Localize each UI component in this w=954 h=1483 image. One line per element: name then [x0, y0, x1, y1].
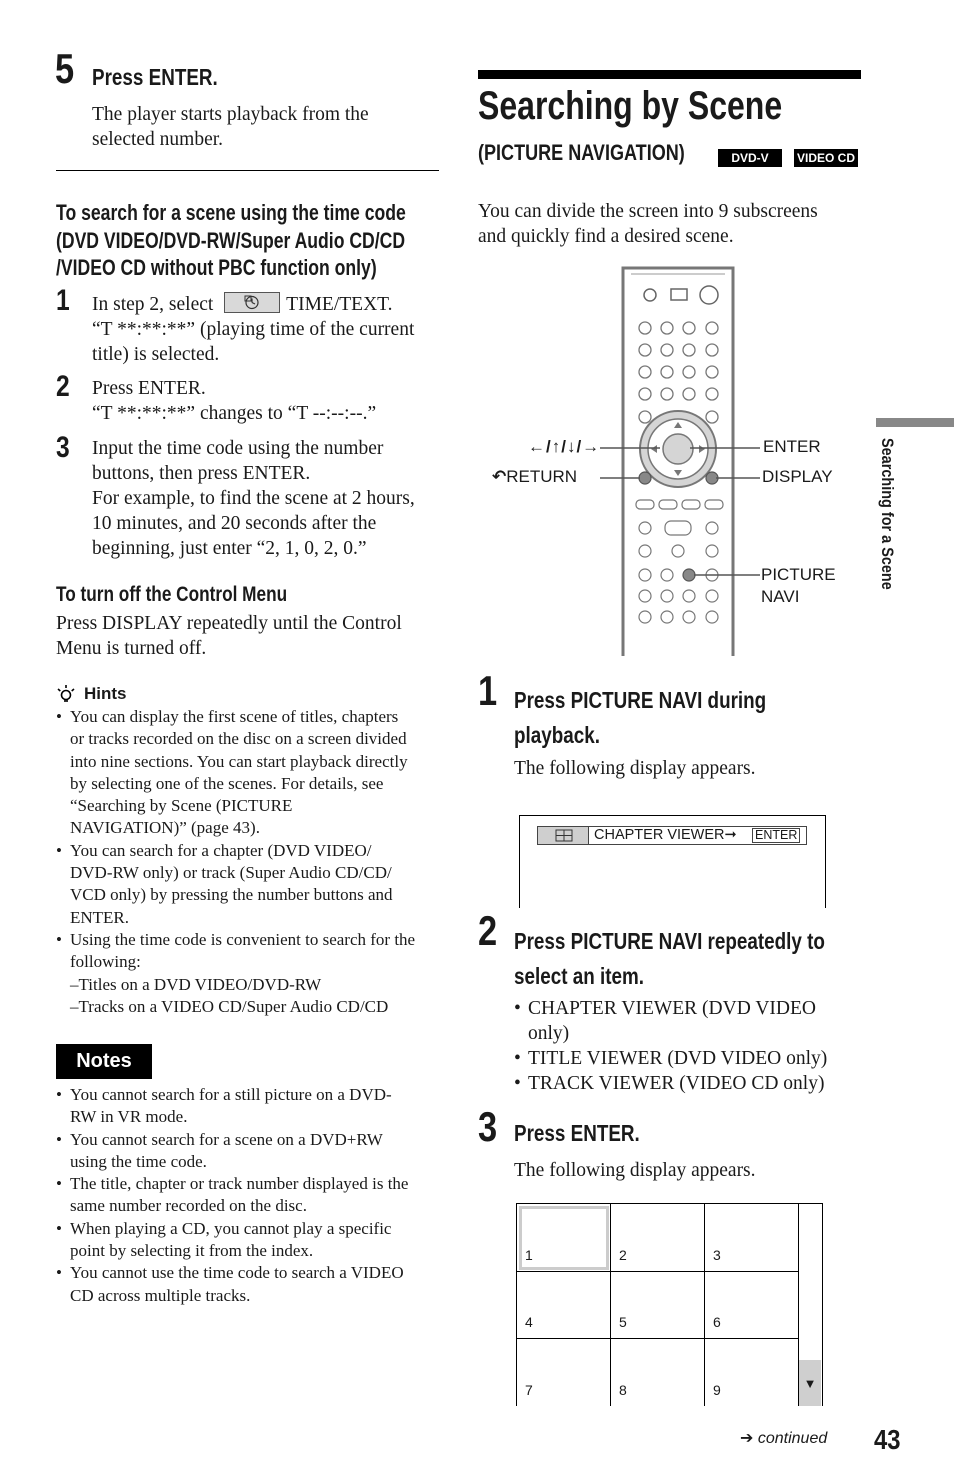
control-menu-heading: To turn off the Control Menu: [56, 583, 288, 606]
list-item: • You cannot search for a still picture on a DVD- RW in VR mode.: [56, 1084, 441, 1129]
step-number: 2: [478, 907, 498, 954]
tc-step-3: Input the time code using the number buttons, then press ENTER. For example, to find the scene at 2 hours, 10 minutes, and 20 seconds after the beginning, just enter “2, 1, 0, 2, 0.”: [92, 438, 415, 559]
tc-step-2: Press ENTER. “T **:**:**” changes to “T --:--:--.”: [92, 378, 377, 424]
callout-lines: [590, 440, 770, 580]
step-body: The following display appears.: [514, 758, 756, 779]
step-title: Press PICTURE NAVI repeatedly to select an item.: [514, 928, 825, 989]
dvd-v-badge: DVD-V: [718, 149, 782, 167]
scene-thumbnail[interactable]: 6: [705, 1272, 799, 1339]
list-item: • When playing a CD, you cannot play a specific point by selecting it from the index.: [56, 1218, 441, 1263]
step-number: 2: [56, 370, 70, 403]
scene-thumbnail[interactable]: 1: [517, 1204, 611, 1272]
scene-thumbnail[interactable]: 7: [517, 1339, 611, 1406]
intro-text: You can divide the screen into 9 subscreens and quickly find a desired scene.: [478, 201, 818, 247]
time-text-icon: [224, 292, 280, 313]
step-number: 1: [478, 667, 498, 714]
scene-thumbnail[interactable]: 5: [611, 1272, 705, 1339]
tc-step-1: In step 2, select TIME/TEXT. “T **:**:**” (playing time of the current title) is selected.: [92, 294, 415, 365]
arrow-right-icon: ➞: [724, 827, 737, 843]
control-menu-body: Press DISPLAY repeatedly until the Control Menu is turned off.: [56, 613, 402, 659]
list-item: • TITLE VIEWER (DVD VIDEO only): [514, 1046, 827, 1071]
list-item: • Using the time code is convenient to search for the following: –Titles on a DVD VIDEO/DVD-RW –Tracks on a VIDEO CD/Super Audio CD/CD: [56, 929, 441, 1018]
notes-label: Notes: [56, 1044, 152, 1079]
arrows-label: ←/↑/↓/→: [528, 437, 601, 456]
step-number: 1: [56, 284, 70, 317]
picture-navi-icon: [538, 827, 589, 844]
list-item: • You can search for a chapter (DVD VIDEO/ DVD-RW only) or track (Super Audio CD/CD/ VCD only) by pressing the number buttons and ENTER.: [56, 840, 441, 929]
scroll-down-icon[interactable]: ▼: [803, 1376, 817, 1391]
timecode-heading: To search for a scene using the time code (DVD VIDEO/DVD-RW/Super Audio CD/CD /VIDEO CD without PBC function only): [56, 200, 406, 280]
return-icon: ↶: [492, 467, 507, 486]
return-label: ↶RETURN: [492, 467, 578, 486]
scene-thumbnail[interactable]: 2: [611, 1204, 705, 1272]
continued-label: ➔ continued: [740, 1430, 828, 1447]
scene-thumbnail[interactable]: 9: [705, 1339, 799, 1406]
scene-thumbnail[interactable]: 3: [705, 1204, 799, 1272]
enter-label: ENTER: [763, 437, 821, 456]
list-item: • CHAPTER VIEWER (DVD VIDEO only): [514, 996, 827, 1046]
list-item: • You cannot use the time code to search a VIDEO CD across multiple tracks.: [56, 1262, 441, 1307]
arrow-right-icon: ➔: [740, 1430, 754, 1447]
page-subtitle: (PICTURE NAVIGATION): [478, 140, 685, 165]
hints-list: [56, 706, 441, 1018]
step-number: 5: [55, 45, 75, 92]
scene-thumbnail[interactable]: 4: [517, 1272, 611, 1339]
page-number: 43: [874, 1424, 901, 1455]
control-bar: CHAPTER VIEWER➞ ENTER: [537, 826, 807, 845]
step-number: 3: [478, 1103, 498, 1150]
list-item: • The title, chapter or track number displayed is the same number recorded on the disc.: [56, 1173, 441, 1218]
hints-label: Hints: [84, 684, 127, 703]
scrollbar[interactable]: [799, 1360, 821, 1406]
section-tab-label: Searching for a Scene: [878, 438, 897, 590]
enter-key-icon: ENTER: [752, 828, 800, 843]
scene-grid-display: [516, 1203, 823, 1406]
display-label: DISPLAY: [762, 467, 833, 486]
list-item: • TRACK VIEWER (VIDEO CD only): [514, 1071, 827, 1096]
step-title: Press ENTER.: [92, 64, 218, 90]
section-tab-bar: [876, 418, 954, 427]
page-title: Searching by Scene: [478, 84, 783, 128]
scene-thumbnail[interactable]: 8: [611, 1339, 705, 1406]
step-body: The following display appears.: [514, 1160, 756, 1181]
step-body: The player starts playback from the selected number.: [92, 104, 369, 150]
viewer-options-list: [514, 996, 827, 1096]
title-rule: [478, 70, 861, 79]
notes-list: [56, 1084, 441, 1307]
chapter-viewer-display: [519, 815, 826, 908]
picture-navi-label: PICTURE NAVI: [761, 565, 836, 606]
step-title: Press ENTER.: [514, 1120, 640, 1146]
step-title: Press PICTURE NAVI during playback.: [514, 687, 767, 748]
list-item: • You cannot search for a scene on a DVD+RW using the time code.: [56, 1129, 441, 1174]
list-item: • You can display the first scene of titles, chapters or tracks recorded on the disc on a screen divided into nine sections. You can start playback directly by selecting one of the scenes. For details, see “Searching by Scene (PICTURE NAVIGATION)” (page 43).: [56, 706, 441, 840]
step-number: 3: [56, 431, 70, 464]
video-cd-badge: VIDEO CD: [794, 149, 858, 167]
divider: [56, 170, 439, 171]
